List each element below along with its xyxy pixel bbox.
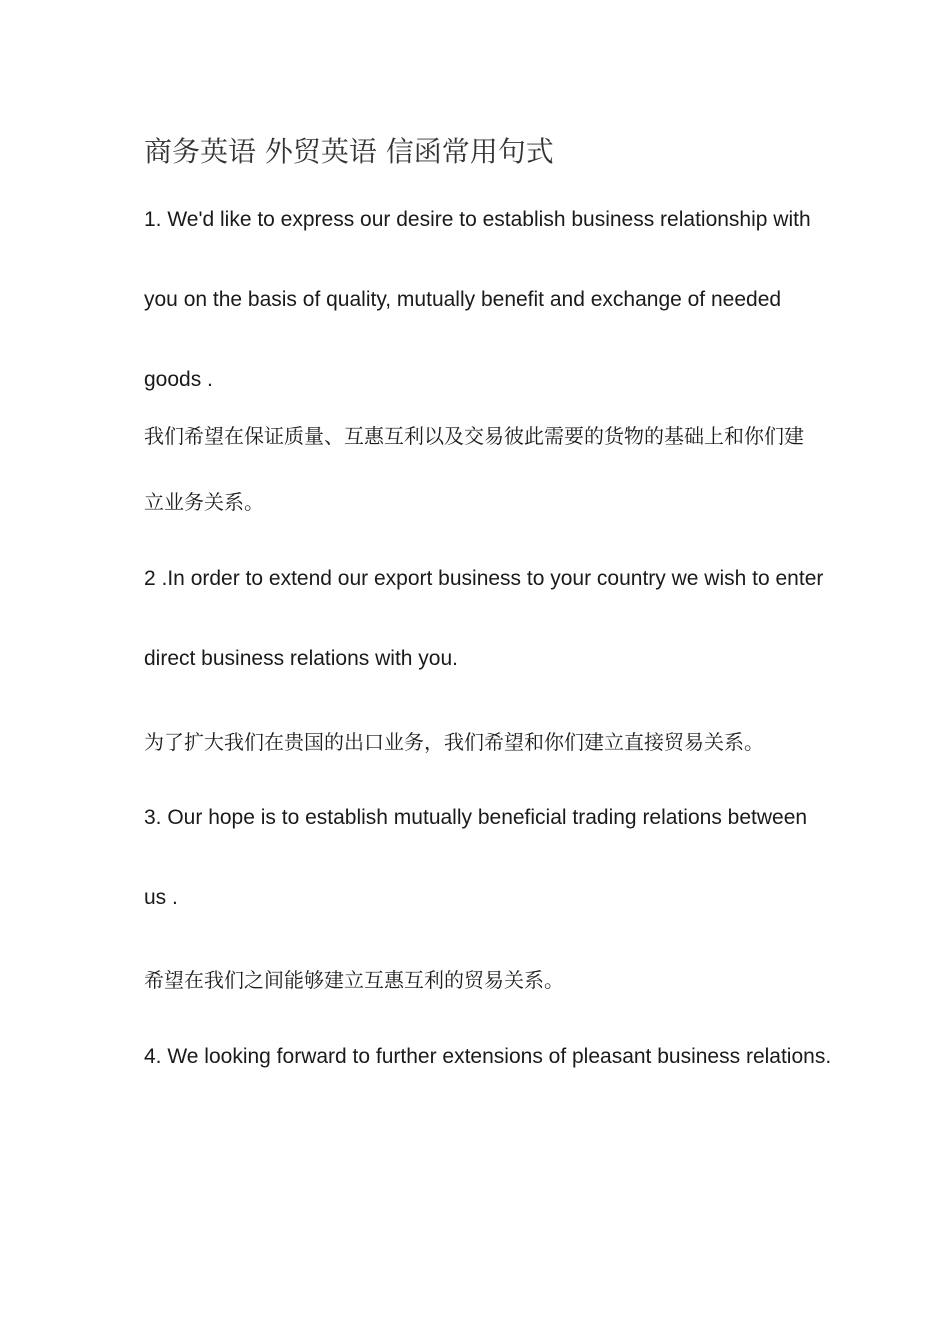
item-1-chinese-line-1: 我们希望在保证质量、互惠互利以及交易彼此需要的货物的基础上和你们建 [144, 424, 804, 448]
item-3-english-line-2: us . [144, 886, 178, 909]
item-2-chinese-line-1: 为了扩大我们在贵国的出口业务，我们希望和你们建立直接贸易关系。 [144, 730, 764, 754]
item-1-english-line-2: you on the basis of quality, mutually benefit and exchange of needed [144, 288, 782, 311]
item-2-english-line-2: direct business relations with you. [144, 647, 458, 670]
item-1-english-line-3: goods . [144, 368, 213, 391]
item-1-english-line-1: 1. We'd like to express our desire to establish business relationship with [144, 208, 811, 231]
item-3-english-line-1: 3. Our hope is to establish mutually beneficial trading relations between [144, 806, 808, 829]
item-2-english-line-1: 2 .In order to extend our export business to your country we wish to enter [144, 567, 824, 590]
item-3-chinese-line-1: 希望在我们之间能够建立互惠互利的贸易关系。 [144, 968, 564, 992]
item-4-english-line-1: 4. We looking forward to further extensions of pleasant business relations. [144, 1045, 832, 1068]
page-title: 商务英语 外贸英语 信函常用句式 [144, 135, 554, 168]
item-1-chinese-line-2: 立业务关系。 [144, 490, 264, 514]
